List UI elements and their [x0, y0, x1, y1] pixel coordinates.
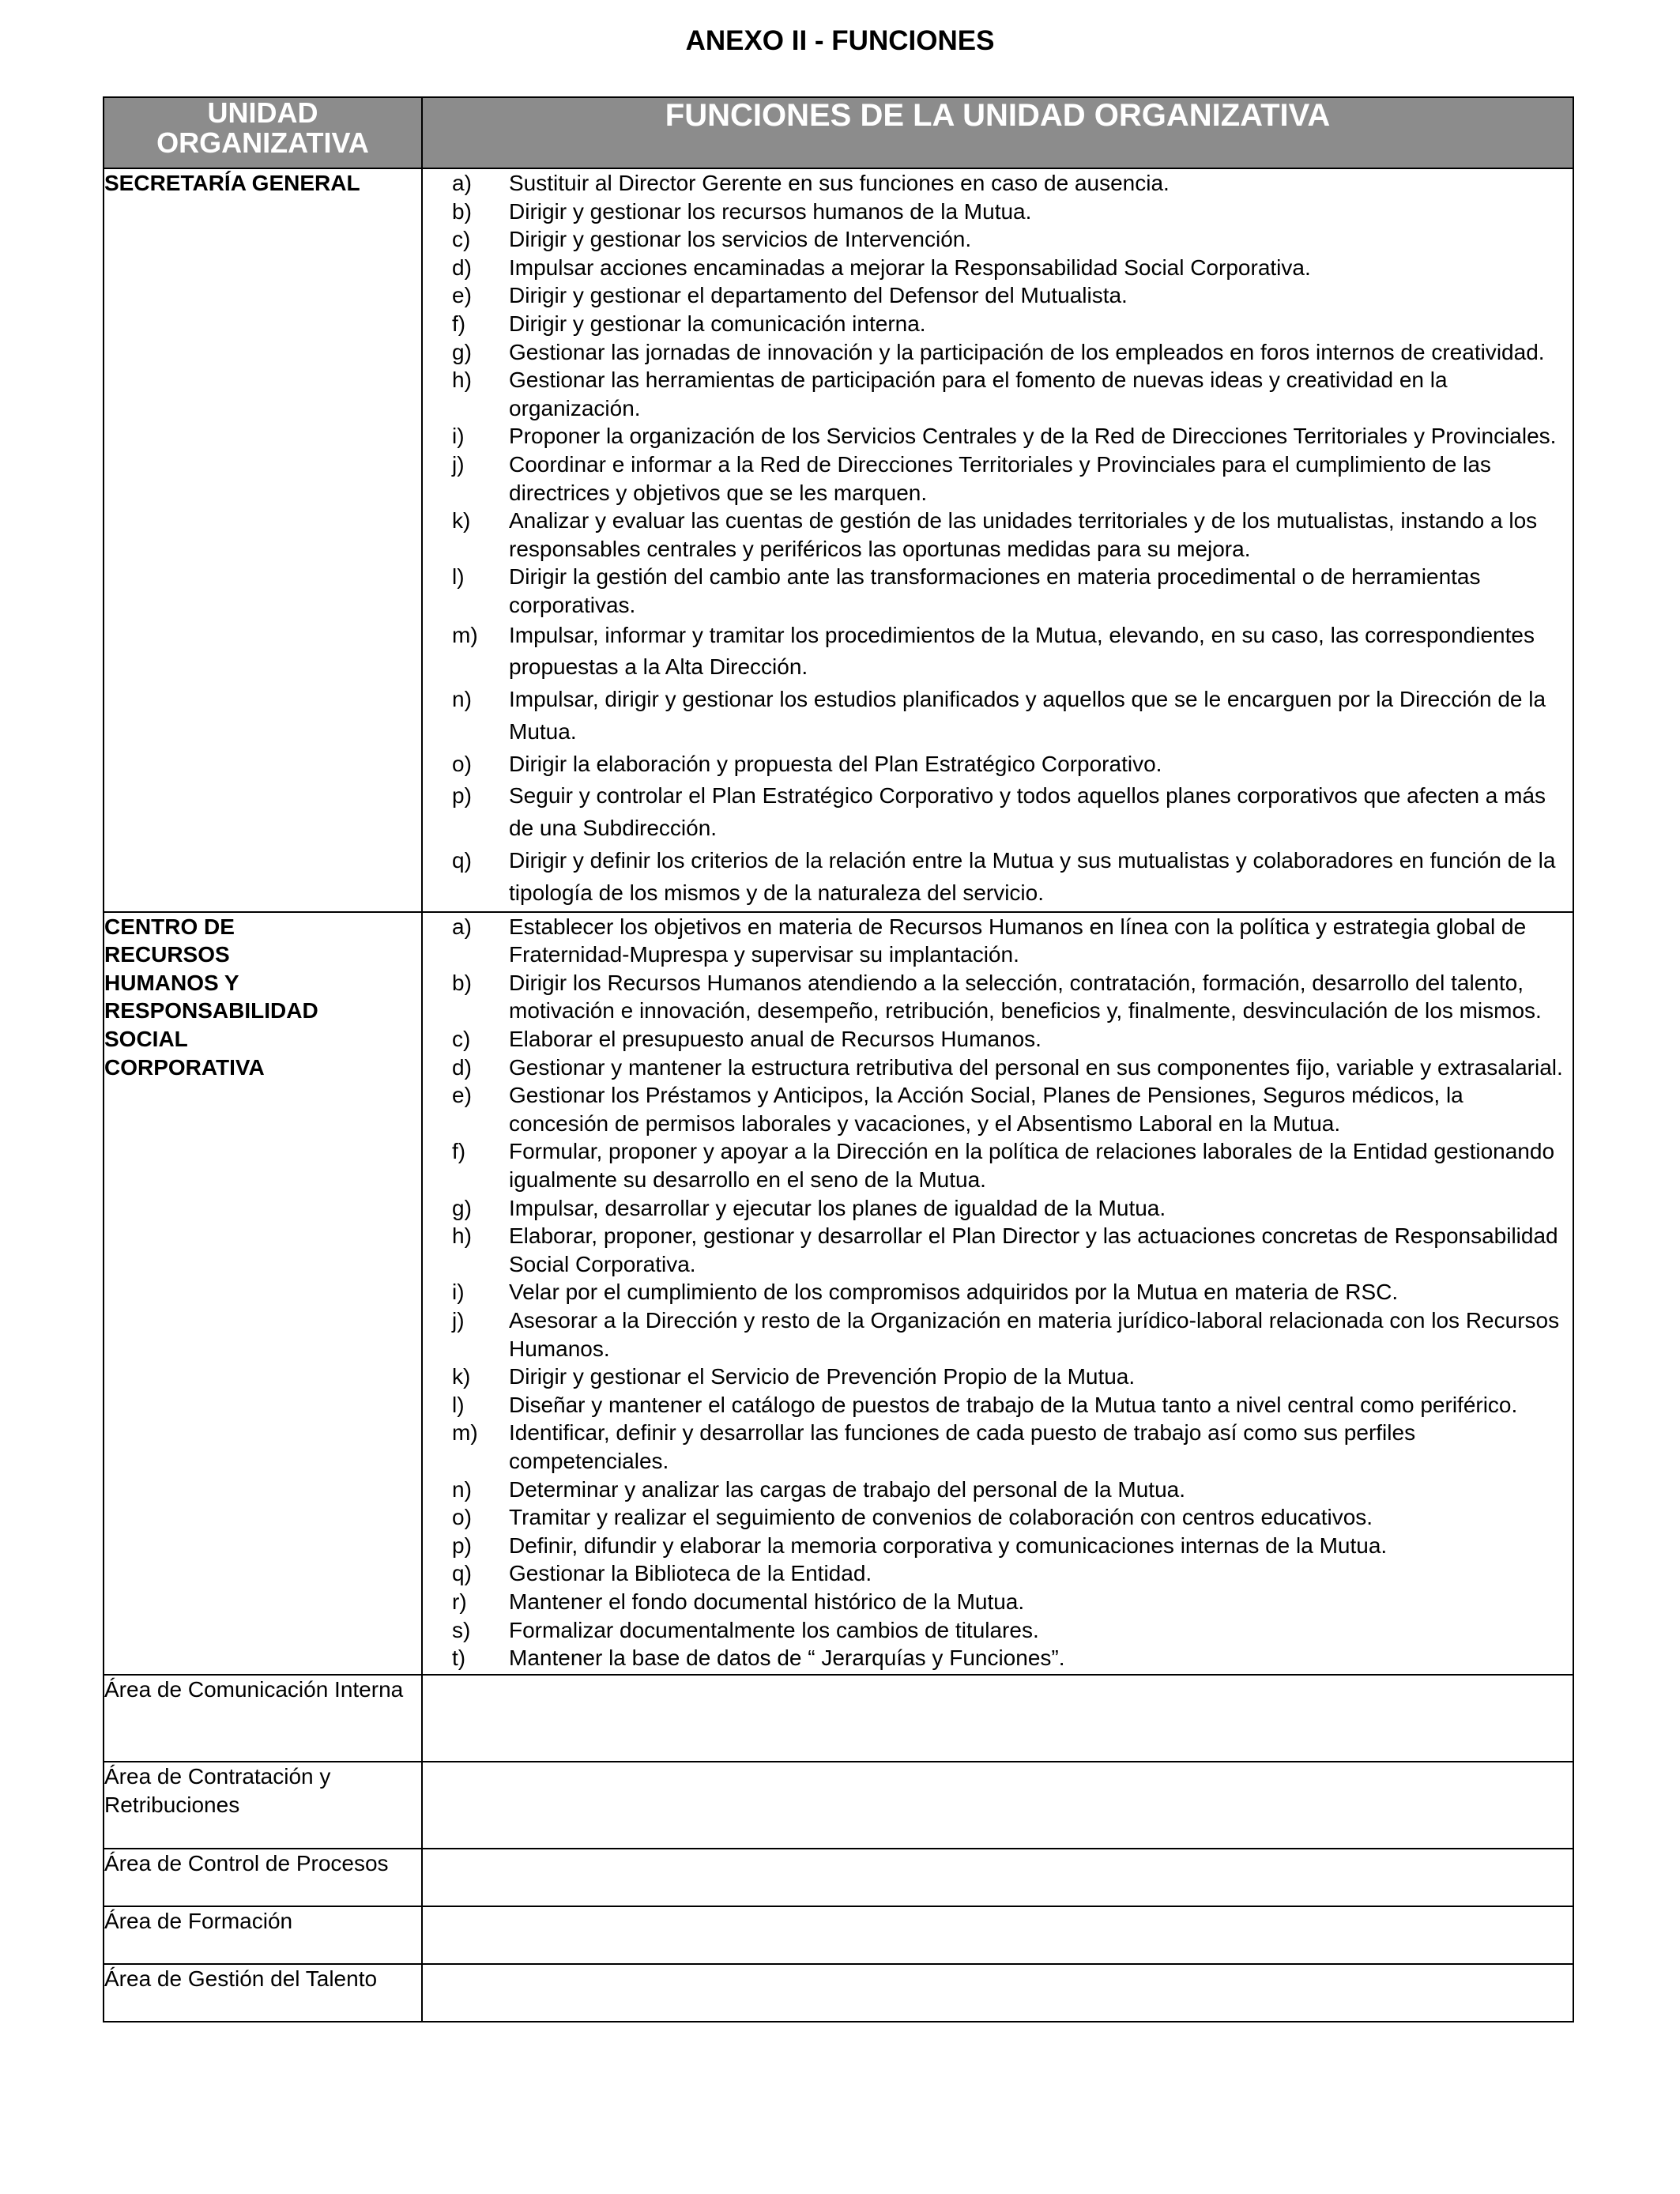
function-letter: s): [452, 1617, 471, 1642]
function-text: Elaborar el presupuesto anual de Recursos Humanos.: [509, 1027, 1042, 1052]
function-letter: l): [452, 564, 465, 590]
function-letter: o): [452, 751, 472, 776]
unit-name: SECRETARÍA GENERAL: [104, 168, 422, 912]
function-letter: n): [452, 1476, 472, 1502]
area-row: [104, 1762, 1573, 1849]
function-item: [423, 1363, 1573, 1391]
function-item: [423, 1644, 1573, 1672]
function-text: Impulsar, informar y tramitar los procedimientos de la Mutua, elevando, en su caso, las correspondientes propuestas a la Alta Dirección.: [509, 622, 1535, 680]
function-letter: g): [452, 339, 472, 364]
function-letter: i): [452, 424, 465, 449]
unit-row-secretaria: [104, 168, 1573, 912]
area-row: [104, 1675, 1573, 1762]
area-functions-cell: [422, 1964, 1573, 2022]
function-letter: h): [452, 1223, 472, 1249]
function-letter: a): [452, 914, 472, 939]
function-letter: p): [452, 783, 472, 809]
function-item: [423, 1137, 1573, 1193]
function-text: Formalizar documentalmente los cambios de titulares.: [509, 1617, 1039, 1642]
function-text: Sustituir al Director Gerente en sus funciones en caso de ausencia.: [509, 171, 1170, 195]
function-item: [423, 1559, 1573, 1588]
area-row: [104, 1849, 1573, 1906]
function-item: [423, 1081, 1573, 1137]
function-letter: d): [452, 254, 472, 280]
function-letter: p): [452, 1532, 472, 1558]
function-item: [423, 450, 1573, 507]
area-name: Área de Control de Procesos: [104, 1849, 422, 1906]
function-text: Determinar y analizar las cargas de trabajo del personal de la Mutua.: [509, 1476, 1186, 1502]
function-item: [423, 1391, 1573, 1419]
function-text: Impulsar acciones encaminadas a mejorar la Responsabilidad Social Corporativa.: [509, 254, 1311, 280]
function-item: [423, 198, 1573, 226]
function-text: Dirigir y gestionar el Servicio de Prevención Propio de la Mutua.: [509, 1364, 1136, 1389]
function-list: [423, 913, 1573, 1674]
function-letter: j): [452, 1307, 465, 1333]
function-text: Mantener la base de datos de “ Jerarquías y Funciones”.: [509, 1646, 1065, 1671]
function-item: [423, 1616, 1573, 1645]
function-item: [423, 1532, 1573, 1560]
function-item: [423, 913, 1573, 969]
function-text: Elaborar, proponer, gestionar y desarrollar el Plan Director y las actuaciones concretas de Responsabilidad Social Corporativa.: [509, 1223, 1558, 1276]
function-item: [423, 1054, 1573, 1082]
function-item: [423, 1194, 1573, 1223]
function-letter: e): [452, 1083, 472, 1108]
area-name: Área de Comunicación Interna: [104, 1675, 422, 1762]
function-item: [423, 780, 1573, 845]
area-name: Área de Contratación y Retribuciones: [104, 1762, 422, 1849]
function-text: Dirigir y gestionar los servicios de Intervención.: [509, 227, 972, 252]
function-letter: n): [452, 687, 472, 712]
function-text: Analizar y evaluar las cuentas de gestión de las unidades territoriales y de los mutualistas, instando a los responsables centrales y periféricos las oportunas medidas para su mejora.: [509, 508, 1538, 561]
function-text: Dirigir y gestionar el departamento del Defensor del Mutualista.: [509, 283, 1128, 308]
area-functions-cell: [422, 1762, 1573, 1849]
function-letter: g): [452, 1195, 472, 1220]
function-text: Asesorar a la Dirección y resto de la Organización en materia jurídico-laboral relacionada con los Recursos Humanos.: [509, 1307, 1560, 1361]
functions-table: [103, 96, 1574, 2022]
area-row: [104, 1906, 1573, 1964]
function-text: Definir, difundir y elaborar la memoria corporativa y comunicaciones internas de la Mutua.: [509, 1532, 1388, 1558]
document-title: ANEXO II - FUNCIONES: [685, 25, 995, 56]
function-text: Impulsar, dirigir y gestionar los estudios planificados y aquellos que se le encarguen por la Dirección de la Mutua.: [509, 687, 1546, 744]
unit-name-text: CENTRO DE RECURSOS HUMANOS Y RESPONSABILIDAD SOCIAL CORPORATIVA: [104, 914, 318, 1080]
area-functions-cell: [422, 1849, 1573, 1906]
area-name: Área de Formación: [104, 1906, 422, 1964]
function-item: [423, 310, 1573, 338]
function-text: Proponer la organización de los Servicios Centrales y de la Red de Direcciones Territoriales y Provinciales.: [509, 424, 1557, 449]
function-letter: r): [452, 1589, 467, 1614]
function-letter: q): [452, 1561, 472, 1586]
function-text: Impulsar, desarrollar y ejecutar los planes de igualdad de la Mutua.: [509, 1195, 1166, 1220]
function-letter: a): [452, 171, 472, 195]
function-text: Gestionar la Biblioteca de la Entidad.: [509, 1561, 872, 1586]
function-text: Mantener el fondo documental histórico de la Mutua.: [509, 1589, 1025, 1614]
function-text: Coordinar e informar a la Red de Direcciones Territoriales y Provinciales para el cumplimiento de las directrices y objetivos que se les marquen.: [509, 451, 1491, 505]
function-item: [423, 1419, 1573, 1475]
function-item: [423, 1306, 1573, 1363]
unit-row-rrhh: [104, 912, 1573, 1675]
function-item: [423, 1588, 1573, 1616]
area-functions-cell: [422, 1906, 1573, 1964]
function-text: Identificar, definir y desarrollar las funciones de cada puesto de trabajo así como sus perfiles competenciales.: [509, 1420, 1416, 1473]
function-text: Gestionar los Préstamos y Anticipos, la Acción Social, Planes de Pensiones, Seguros médicos, la concesión de permisos laborales y vacaciones, y el Absentismo Laboral en la Mutua.: [509, 1083, 1463, 1136]
unit-functions-cell: [422, 168, 1573, 912]
function-letter: o): [452, 1505, 472, 1530]
header-unit: UNIDAD ORGANIZATIVA: [104, 97, 422, 168]
function-item: [423, 1222, 1573, 1278]
function-item: [423, 254, 1573, 282]
function-item: [423, 1278, 1573, 1306]
function-text: Diseñar y mantener el catálogo de puestos de trabajo de la Mutua tanto a nivel central como periférico.: [509, 1392, 1518, 1417]
function-letter: c): [452, 1027, 471, 1052]
function-letter: d): [452, 1054, 472, 1080]
function-text: Gestionar y mantener la estructura retributiva del personal en sus componentes fijo, variable y extrasalarial.: [509, 1054, 1563, 1080]
function-text: Dirigir la elaboración y propuesta del Plan Estratégico Corporativo.: [509, 751, 1162, 776]
function-letter: h): [452, 368, 472, 393]
function-text: Dirigir y gestionar la comunicación interna.: [509, 311, 926, 336]
area-row: [104, 1964, 1573, 2022]
unit-name: [104, 912, 422, 1675]
function-letter: c): [452, 227, 471, 252]
function-item: [423, 1503, 1573, 1532]
function-item: [423, 1476, 1573, 1504]
function-text: Dirigir y gestionar los recursos humanos de la Mutua.: [509, 198, 1032, 224]
function-text: Dirigir y definir los criterios de la relación entre la Mutua y sus mutualistas y colaboradores en función de la tipología de los mismos y de la naturaleza del servicio.: [509, 848, 1556, 905]
function-text: Dirigir los Recursos Humanos atendiendo a la selección, contratación, formación, desarrollo del talento, motivación e innovación, desempeño, retribución, beneficios y, finalmente, desvinculación de los mismos.: [509, 970, 1542, 1023]
function-text: Gestionar las jornadas de innovación y la participación de los empleados en foros internos de creatividad.: [509, 339, 1545, 364]
function-item: [423, 845, 1573, 910]
function-letter: t): [452, 1646, 466, 1671]
function-letter: b): [452, 198, 472, 224]
function-text: Tramitar y realizar el seguimiento de convenios de colaboración con centros educativos.: [509, 1505, 1373, 1530]
function-text: Gestionar las herramientas de participación para el fomento de nuevas ideas y creatividad en la organización.: [509, 368, 1448, 420]
function-text: Velar por el cumplimiento de los compromisos adquiridos por la Mutua en materia de RSC.: [509, 1280, 1399, 1305]
function-letter: q): [452, 848, 472, 873]
function-letter: m): [452, 1420, 478, 1446]
function-letter: m): [452, 622, 478, 647]
function-letter: k): [452, 1364, 471, 1389]
function-text: Seguir y controlar el Plan Estratégico Corporativo y todos aquellos planes corporativos que afecten a más de una Subdirección.: [509, 783, 1546, 841]
unit-functions-cell: [422, 912, 1573, 1675]
function-item: [423, 1025, 1573, 1054]
function-item: [423, 225, 1573, 254]
table-header-row: [104, 97, 1573, 168]
function-item: [423, 563, 1573, 619]
function-item: [423, 969, 1573, 1025]
function-item: [423, 281, 1573, 310]
area-name: Área de Gestión del Talento: [104, 1964, 422, 2022]
function-item: [423, 422, 1573, 450]
header-functions: FUNCIONES DE LA UNIDAD ORGANIZATIVA: [422, 97, 1573, 168]
function-letter: k): [452, 508, 471, 533]
function-letter: l): [452, 1392, 465, 1417]
function-letter: f): [452, 311, 466, 336]
function-text: Dirigir la gestión del cambio ante las transformaciones en materia procedimental o de herramientas corporativas.: [509, 564, 1481, 617]
function-item: [423, 684, 1573, 748]
function-item: [423, 748, 1573, 781]
function-item: [423, 338, 1573, 367]
function-item: [423, 620, 1573, 684]
function-letter: b): [452, 970, 472, 995]
function-letter: e): [452, 283, 472, 308]
function-item: [423, 507, 1573, 563]
function-item: [423, 366, 1573, 422]
function-list: [423, 169, 1573, 911]
function-item: [423, 169, 1573, 198]
function-text: Establecer los objetivos en materia de Recursos Humanos en línea con la política y estrategia global de Fraternidad-Muprespa y supervisar su implantación.: [509, 914, 1527, 967]
function-letter: j): [452, 451, 465, 477]
function-text: Formular, proponer y apoyar a la Dirección en la política de relaciones laborales de la Entidad gestionando igualmente su desarrollo en el seno de la Mutua.: [509, 1139, 1555, 1193]
function-letter: i): [452, 1280, 465, 1305]
function-letter: f): [452, 1139, 466, 1164]
area-functions-cell: [422, 1675, 1573, 1762]
